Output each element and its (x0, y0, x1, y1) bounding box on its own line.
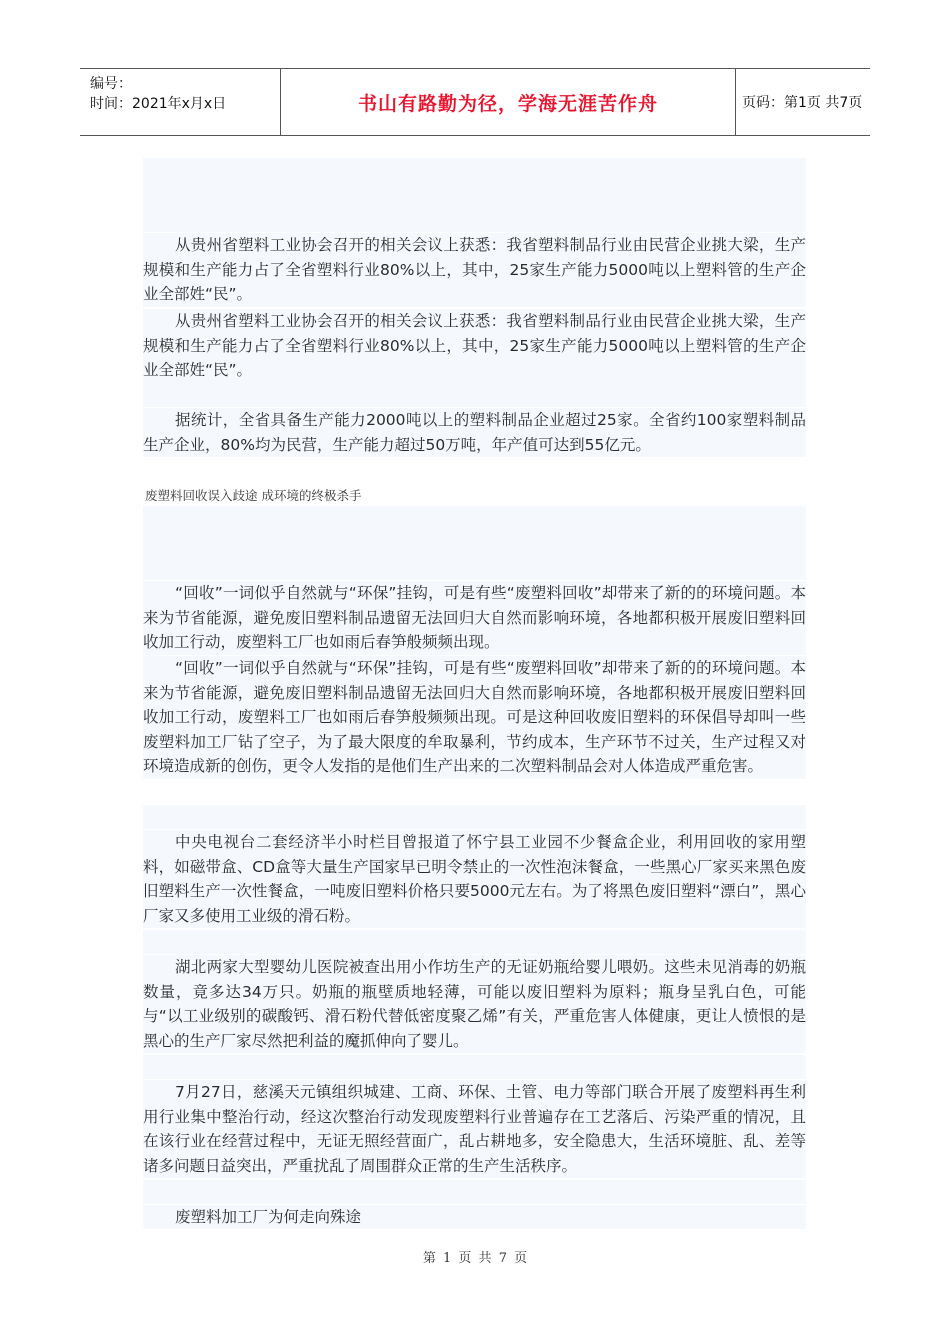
document-date: 时间：2021年x月x日 (90, 96, 227, 112)
paragraph: “回收”一词似乎自然就与“环保”挂钩，可是有些“废塑料回收”却带来了新的的环境问题。本来为节省能源，避免废旧塑料制品遗留无法回归大自然而影响环境，各地都积极开展废旧塑料回收加工行动，废塑料工厂也如雨后春笋般频频出现。 (143, 581, 806, 655)
paragraph: “回收”一词似乎自然就与“环保”挂钩，可是有些“废塑料回收”却带来了新的的环境问题。本来为节省能源，避免废旧塑料制品遗留无法回归大自然而影响环境，各地都积极开展废旧塑料回收加工行动，废塑料工厂也如雨后春笋般频频出现。可是这种回收废旧塑料的环保倡导却叫一些废塑料加工厂钻了空子，为了最大限度的牟取暴利，节约成本，生产环节不过关，生产过程又对环境造成新的创伤，更令人发指的是他们生产出来的二次塑料制品会对人体造成严重危害。 (143, 656, 806, 779)
blank-image-area (143, 158, 806, 232)
paragraph-spacer (143, 383, 806, 407)
article-subtitle: 废塑料回收误入歧途 成环境的终极杀手 (145, 488, 362, 503)
paragraph-spacer (143, 805, 806, 829)
paragraph: 从贵州省塑料工业协会召开的相关会议上获悉：我省塑料制品行业由民营企业挑大梁，生产规模和生产能力占了全省塑料行业80%以上，其中，25家生产能力5000吨以上塑料管的生产企业全部姓“民”。 (143, 309, 806, 383)
paragraph-spacer (143, 1180, 806, 1204)
paragraph-spacer (143, 1055, 806, 1079)
header-page-cell (736, 69, 870, 135)
document-header (80, 68, 870, 136)
paragraph: 7月27日，慈溪天元镇组织城建、工商、环保、土管、电力等部门联合开展了废塑料再生利用行业集中整治行动，经这次整治行动发现废塑料行业普遍存在工艺落后、污染严重的情况，且在该行业在经营过程中，无证无照经营面广，乱占耕地多，安全隐患大，生活环境脏、乱、差等诸多问题日益突出，严重扰乱了周围群众正常的生产生活秩序。 (143, 1080, 806, 1178)
paragraph-spacer (143, 930, 806, 954)
paragraph: 中央电视台二套经济半小时栏目曾报道了怀宁县工业园不少餐盒企业，利用回收的家用塑料，如磁带盒、CD盒等大量生产国家早已明令禁止的一次性泡沫餐盒，一些黑心厂家买来黑色废旧塑料生产一次性餐盒，一吨废旧塑料价格只要5000元左右。为了将黑色废旧塑料“漂白”，黑心厂家又多使用工业级的滑石粉。 (143, 830, 806, 928)
page-footer: 第 1 页 共 7 页 (422, 1251, 528, 1266)
header-motto: 书山有路勤为径，学海无涯苦作舟 (357, 92, 658, 115)
blank-image-area (143, 506, 806, 580)
paragraph: 从贵州省塑料工业协会召开的相关会议上获悉：我省塑料制品行业由民营企业挑大梁，生产规模和生产能力占了全省塑料行业80%以上，其中，25家生产能力5000吨以上塑料管的生产企业全部姓“民”。 (143, 233, 806, 307)
header-motto-cell (280, 69, 736, 135)
document-number-label: 编号： (90, 76, 132, 92)
header-meta (80, 69, 280, 135)
paragraph: 据统计，全省具备生产能力2000吨以上的塑料制品企业超过25家。全省约100家塑料制品生产企业，80%均为民营，生产能力超过50万吨，年产值可达到55亿元。 (143, 408, 806, 457)
section-heading: 废塑料加工厂为何走向殊途 (143, 1205, 806, 1229)
paragraph: 湖北两家大型婴幼儿医院被查出用小作坊生产的无证奶瓶给婴儿喂奶。这些未见消毒的奶瓶数量，竟多达34万只。奶瓶的瓶壁质地轻薄，可能以废旧塑料为原料；瓶身呈乳白色，可能与“以工业级别的碳酸钙、滑石粉代替低密度聚乙烯”有关，严重危害人体健康，更让人愤恨的是黑心的生产厂家尽然把利益的魔抓伸向了婴儿。 (143, 955, 806, 1053)
header-page-info: 页码：第1页 共7页 (742, 95, 863, 111)
